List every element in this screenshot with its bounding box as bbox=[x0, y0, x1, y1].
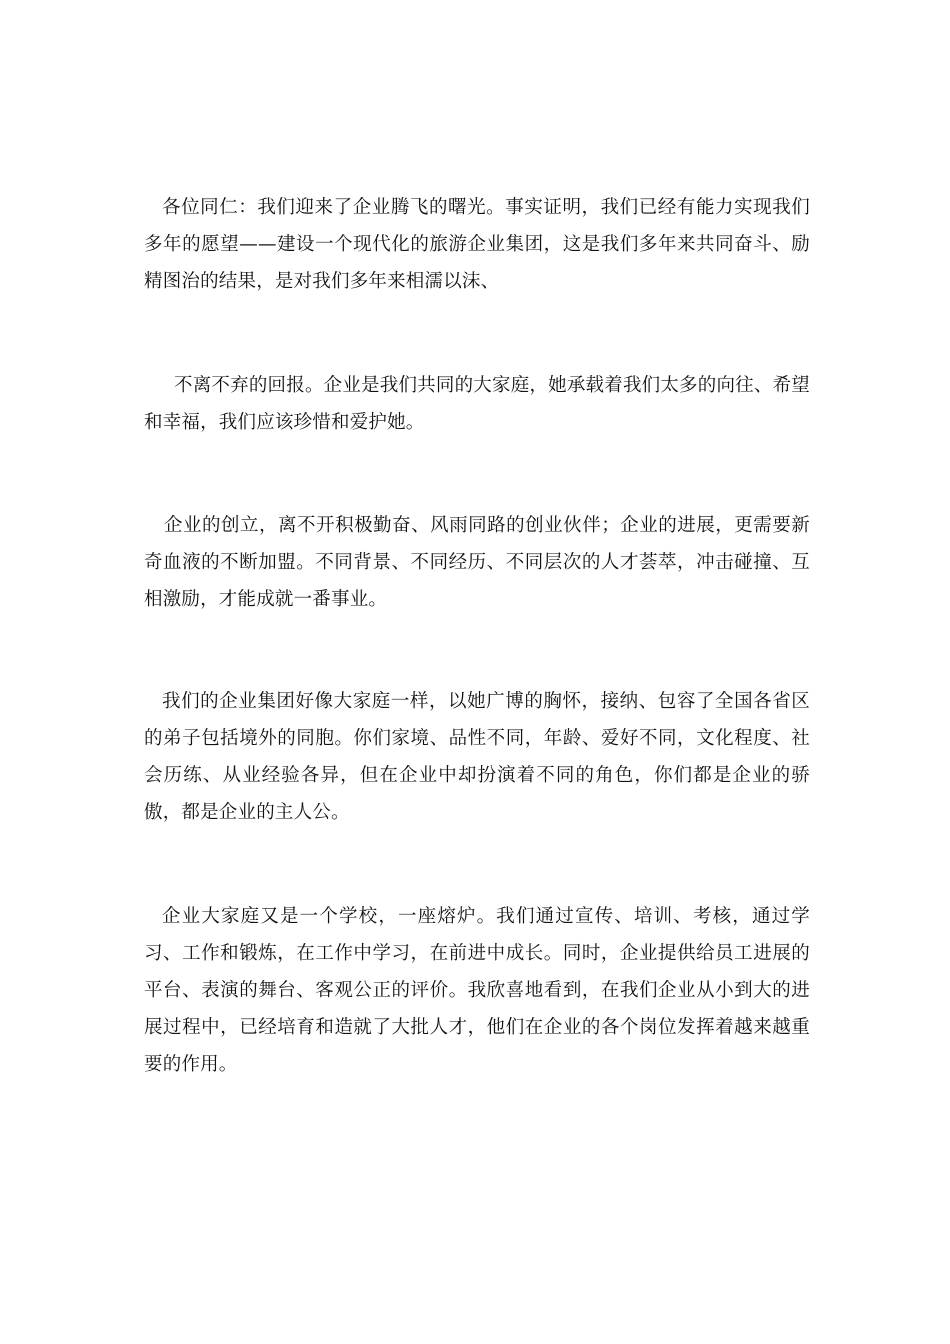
paragraph-5: 企业大家庭又是一个学校，一座熔炉。我们通过宣传、培训、考核，通过学习、工作和锻炼，在工作中学习，在前进中成长。同时，企业提供给员工进展的平台、表演的舞台、客观公正的评价。我欣喜地看到，在我们企业从小到大的进展过程中，已经培育和造就了大批人才，他们在企业的各个岗位发挥着越来越重要的作用。 bbox=[144, 906, 810, 1075]
paragraph-3: 企业的创立，离不开积极勤奋、风雨同路的创业伙伴；企业的进展，更需要新奇血液的不断加盟。不同背景、不同经历、不同层次的人才荟萃，冲击碰撞、互相激励，才能成就一番事业。 bbox=[144, 515, 810, 610]
paragraph-2: 不离不弃的回报。企业是我们共同的大家庭，她承载着我们太多的向往、希望和幸福，我们应该珍惜和爱护她。 bbox=[144, 375, 810, 433]
paragraph-1: 各位同仁：我们迎来了企业腾飞的曙光。事实证明，我们已经有能力实现我们多年的愿望——建设一个现代化的旅游企业集团，这是我们多年来共同奋斗、励精图治的结果，是对我们多年来相濡以沫、 bbox=[144, 197, 810, 292]
paragraph-4: 我们的企业集团好像大家庭一样，以她广博的胸怀，接纳、包容了全国各省区的弟子包括境外的同胞。你们家境、品性不同，年龄、爱好不同，文化程度、社会历练、从业经验各异，但在企业中却扮演着不同的角色，你们都是企业的骄傲，都是企业的主人公。 bbox=[144, 691, 810, 823]
